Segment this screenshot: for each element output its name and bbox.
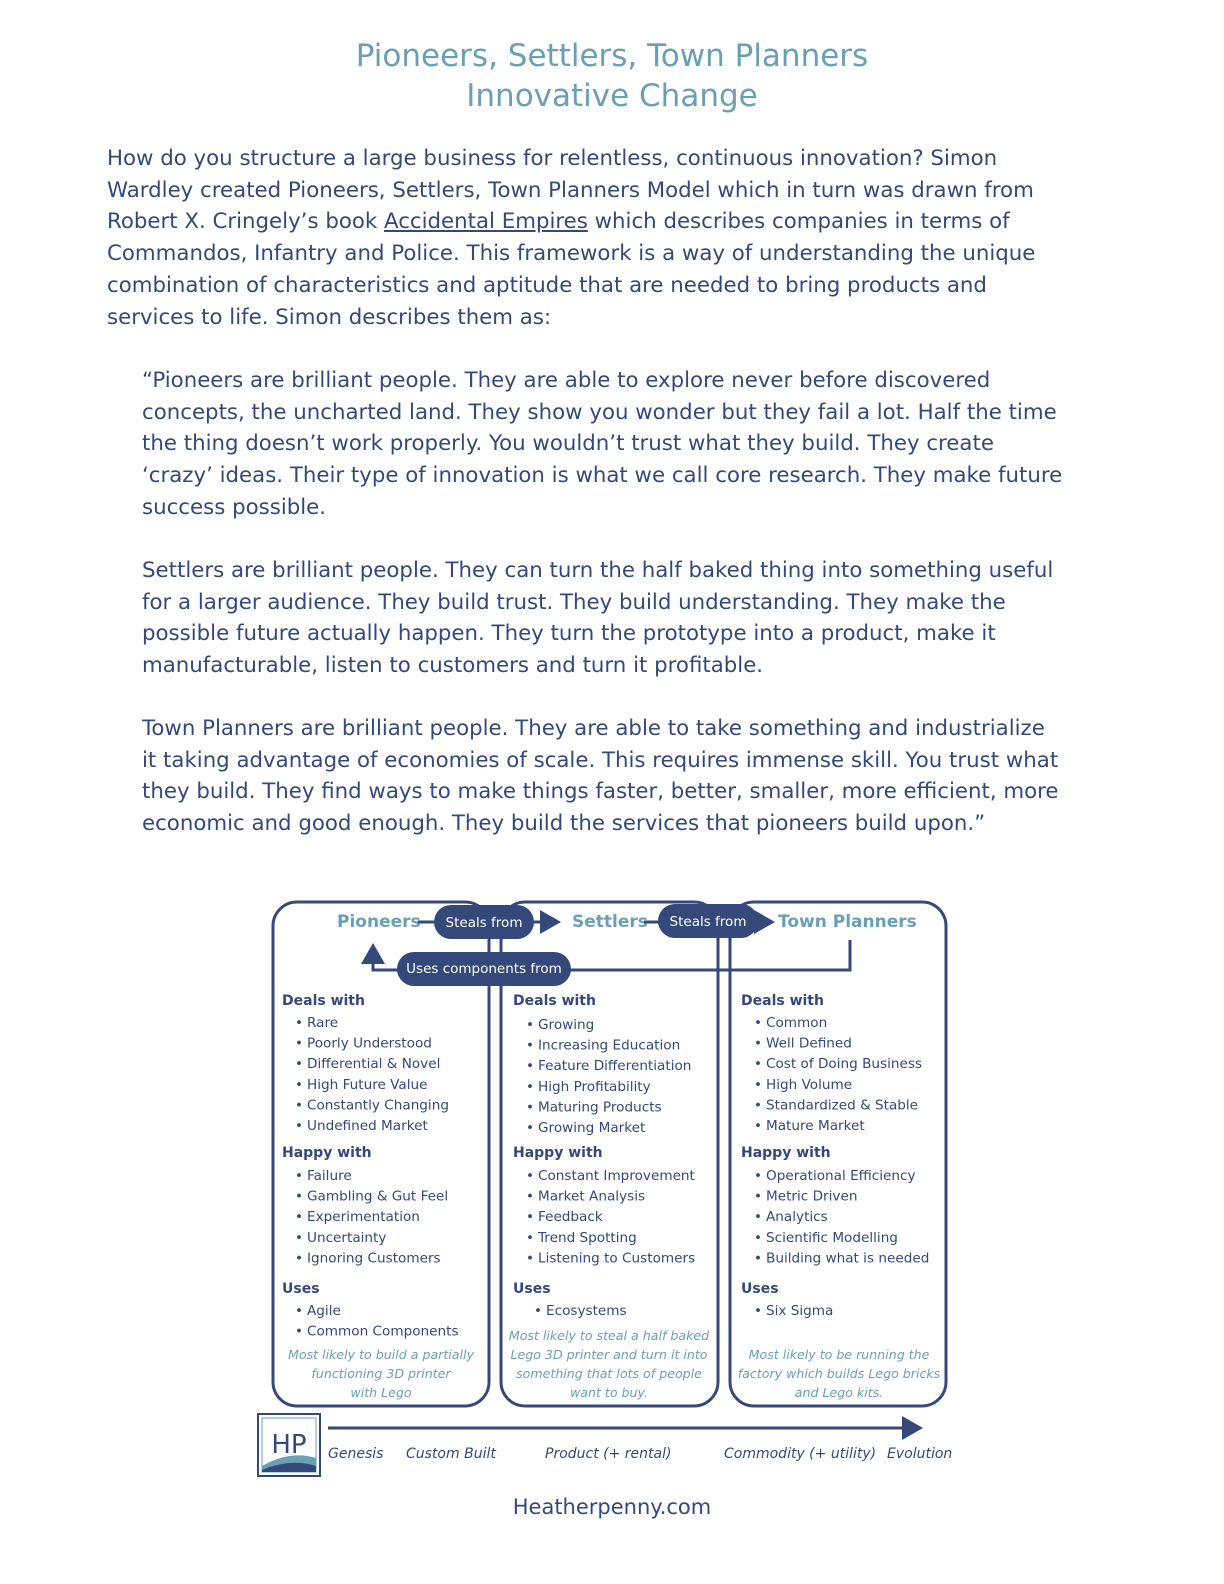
- steals-from-label: Steals from: [445, 915, 523, 931]
- bullet-icon: •: [526, 1120, 535, 1136]
- happy-with-item: Experimentation: [307, 1209, 420, 1226]
- quote-line: success possible.: [142, 494, 327, 520]
- bullet-icon: •: [295, 1118, 304, 1134]
- deals-with-item: Cost of Doing Business: [766, 1056, 923, 1073]
- columns-content: [282, 993, 941, 1400]
- deals-with-item: Feature Differentiation: [538, 1058, 692, 1075]
- bullet-icon: •: [526, 1188, 535, 1205]
- bullet-icon: •: [526, 1168, 535, 1184]
- title-line-1: Pioneers, Settlers, Town Planners: [355, 38, 869, 74]
- intro-line: services to life. Simon describes them as:: [107, 304, 552, 330]
- bullet-icon: •: [295, 1076, 304, 1093]
- column-note-line: want to buy.: [569, 1385, 649, 1400]
- steals-from-label: Steals from: [669, 914, 747, 930]
- deals-with-item: Mature Market: [766, 1118, 865, 1134]
- happy-with-item: Market Analysis: [538, 1188, 646, 1205]
- happy-with-item: Gambling & Gut Feel: [307, 1188, 449, 1205]
- bullet-icon: •: [295, 1188, 304, 1205]
- quote-line: it taking advantage of economies of scale. This requires immense skill. You trust what: [142, 747, 1059, 773]
- intro-line: How do you structure a large business for relentless, continuous innovation? Simon: [107, 146, 998, 171]
- quote-line: possible future actually happen. They turn the prototype into a product, make it: [142, 621, 996, 647]
- settlers-title: Settlers: [572, 912, 648, 932]
- happy-with-heading: Happy with: [741, 1145, 831, 1161]
- quote-line: ‘crazy’ ideas. Their type of innovation is what we call core research. They make future: [142, 463, 1063, 489]
- title-line-2: Innovative Change: [466, 78, 758, 114]
- happy-with-heading: Happy with: [513, 1145, 603, 1161]
- quote-line: concepts, the uncharted land. They show you wonder but they fail a lot. Half the time: [142, 399, 1057, 425]
- deals-with-item: Growing Market: [538, 1120, 646, 1136]
- axis-label-genesis: Genesis: [328, 1446, 384, 1462]
- town-planners-title: Town Planners: [778, 912, 917, 932]
- uses-heading: Uses: [282, 1281, 320, 1297]
- quote-line: they build. They find ways to make things faster, better, smaller, more efficient, more: [142, 779, 1059, 805]
- axis-label-commodity: Commodity (+ utility): [724, 1446, 877, 1462]
- happy-with-item: Ignoring Customers: [307, 1250, 441, 1267]
- deals-with-item: Undefined Market: [307, 1118, 428, 1134]
- deals-with-heading: Deals with: [741, 993, 824, 1009]
- pioneers-title: Pioneers: [337, 912, 421, 932]
- intro-line: Commandos, Infantry and Police. This framework is a way of understanding the unique: [107, 241, 1036, 267]
- deals-with-item: Rare: [307, 1015, 339, 1031]
- deals-with-item: Maturing Products: [538, 1099, 662, 1116]
- happy-with-item: Trend Spotting: [538, 1229, 637, 1246]
- quote-line: Town Planners are brilliant people. They are able to take something and industrialize: [142, 716, 1045, 741]
- bullet-icon: •: [295, 1250, 304, 1267]
- bullet-icon: •: [754, 1303, 763, 1319]
- bullet-icon: •: [754, 1118, 763, 1134]
- bullet-icon: •: [295, 1015, 304, 1031]
- column-note-line: Most likely to be running the: [748, 1347, 930, 1362]
- bullet-icon: •: [526, 1017, 535, 1033]
- bullet-icon: •: [754, 1209, 763, 1226]
- deals-with-item: Poorly Understood: [307, 1035, 432, 1052]
- bullet-icon: •: [754, 1188, 763, 1205]
- column-note-line: and Lego kits.: [794, 1385, 884, 1400]
- axis-label-evolution: Evolution: [887, 1446, 953, 1462]
- happy-with-item: Operational Efficiency: [766, 1168, 916, 1184]
- bullet-icon: •: [754, 1015, 763, 1031]
- bullet-icon: •: [295, 1303, 304, 1319]
- hp-logo-text: HP: [271, 1430, 307, 1460]
- deals-with-item: High Future Value: [307, 1076, 428, 1093]
- deals-with-item: Standardized & Stable: [766, 1097, 919, 1114]
- happy-with-item: Metric Driven: [766, 1188, 858, 1205]
- happy-with-item: Feedback: [538, 1209, 603, 1226]
- happy-with-item: Analytics: [766, 1209, 828, 1226]
- bullet-icon: •: [526, 1099, 535, 1116]
- happy-with-item: Constant Improvement: [538, 1168, 695, 1184]
- bullet-icon: •: [754, 1056, 763, 1073]
- column-note-line: factory which builds Lego bricks: [737, 1366, 941, 1381]
- quote-line: “Pioneers are brilliant people. They are able to explore never before discovered: [142, 368, 991, 393]
- intro-text: Robert X. Cringely’s book: [107, 209, 384, 235]
- happy-with-item: Scientific Modelling: [766, 1229, 898, 1246]
- deals-with-item: Common: [766, 1015, 828, 1031]
- bullet-icon: •: [754, 1097, 763, 1114]
- bullet-icon: •: [295, 1056, 304, 1073]
- bullet-icon: •: [526, 1058, 535, 1075]
- quote-line: economic and good enough. They build the services that pioneers build upon.”: [142, 811, 986, 837]
- column-note-line: with Lego: [350, 1385, 412, 1400]
- bullet-icon: •: [295, 1035, 304, 1052]
- bullet-icon: •: [754, 1076, 763, 1093]
- axis-label-custom-built: Custom Built: [406, 1446, 496, 1462]
- happy-with-item: Listening to Customers: [538, 1250, 696, 1267]
- axis-label-product: Product (+ rental): [545, 1446, 672, 1462]
- deals-with-item: Differential & Novel: [307, 1056, 441, 1073]
- deals-with-item: Increasing Education: [538, 1037, 681, 1054]
- happy-with-item: Uncertainty: [307, 1229, 387, 1246]
- quote-line: the thing doesn’t work properly. You wouldn’t trust what they build. They create: [142, 431, 994, 457]
- uses-heading: Uses: [513, 1281, 551, 1297]
- bullet-icon: •: [295, 1323, 304, 1340]
- bullet-icon: •: [526, 1209, 535, 1226]
- deals-with-heading: Deals with: [513, 993, 596, 1009]
- uses-heading: Uses: [741, 1281, 779, 1297]
- deals-with-item: Constantly Changing: [307, 1097, 449, 1114]
- column-note-line: Most likely to steal a half baked: [508, 1328, 710, 1343]
- bullet-icon: •: [295, 1209, 304, 1226]
- bullet-icon: •: [754, 1035, 763, 1052]
- hp-logo: [258, 1414, 320, 1476]
- bullet-icon: •: [295, 1097, 304, 1114]
- uses-item: Common Components: [307, 1323, 459, 1340]
- happy-with-item: Failure: [307, 1168, 352, 1184]
- deals-with-heading: Deals with: [282, 993, 365, 1009]
- bullet-icon: •: [526, 1250, 535, 1267]
- uses-item: Ecosystems: [546, 1303, 627, 1319]
- bullet-icon: •: [534, 1303, 543, 1319]
- bullet-icon: •: [754, 1250, 763, 1267]
- intro-line: combination of characteristics and aptitude that are needed to bring products and: [107, 272, 987, 298]
- column-note-line: Most likely to build a partially: [288, 1347, 474, 1362]
- bullet-icon: •: [295, 1168, 304, 1184]
- uses-item: Agile: [307, 1303, 341, 1319]
- bullet-icon: •: [526, 1037, 535, 1054]
- column-note-line: something that lots of people: [516, 1366, 702, 1381]
- uses-item: Six Sigma: [766, 1303, 834, 1319]
- accidental-empires-link[interactable]: Accidental Empires: [384, 209, 588, 235]
- intro-text: which describes companies in terms of: [587, 209, 1010, 235]
- column-note-line: Lego 3D printer and turn it into: [510, 1347, 708, 1362]
- deals-with-item: High Volume: [766, 1076, 853, 1093]
- quote-line: manufacturable, listen to customers and turn it profitable.: [142, 653, 764, 679]
- deals-with-item: Well Defined: [766, 1035, 852, 1052]
- quote-line: for a larger audience. They build trust. They build understanding. They make the: [142, 589, 1006, 615]
- deals-with-item: Growing: [538, 1017, 595, 1033]
- bullet-icon: •: [295, 1229, 304, 1246]
- bullet-icon: •: [754, 1168, 763, 1184]
- column-note-line: functioning 3D printer: [311, 1366, 451, 1381]
- uses-components-label: Uses components from: [406, 961, 562, 977]
- happy-with-heading: Happy with: [282, 1145, 372, 1161]
- deals-with-item: High Profitability: [538, 1078, 651, 1095]
- bullet-icon: •: [526, 1078, 535, 1095]
- happy-with-item: Building what is needed: [766, 1250, 930, 1267]
- intro-line: Wardley created Pioneers, Settlers, Town Planners Model which in turn was drawn from: [107, 177, 1034, 203]
- bullet-icon: •: [754, 1229, 763, 1246]
- bullet-icon: •: [526, 1229, 535, 1246]
- footer-website: Heatherpenny.com: [512, 1495, 712, 1519]
- quote-line: Settlers are brilliant people. They can turn the half baked thing into something useful: [142, 558, 1054, 583]
